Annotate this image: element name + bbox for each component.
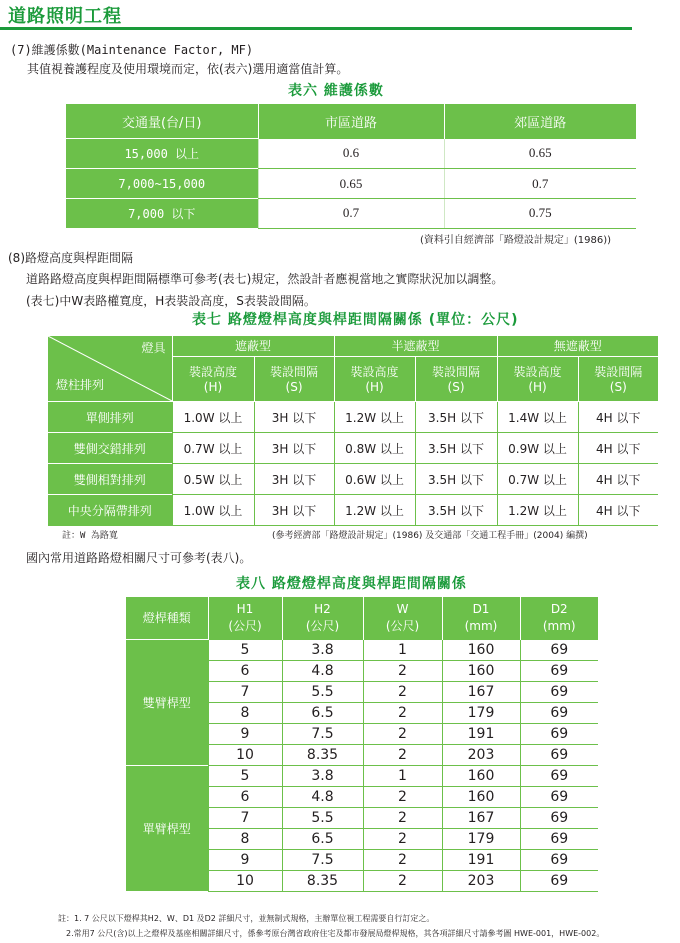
section-7-body: 其值視養護程度及使用環境而定，依(表六)選用適當值計算。 — [27, 62, 349, 76]
table-cell: 69 — [520, 660, 598, 681]
table-cell: 0.75 — [444, 199, 636, 229]
table-cell: 0.8W 以上 — [334, 433, 415, 464]
table-7-sub-header — [254, 356, 334, 401]
table-cell: 0.7 — [258, 199, 444, 229]
sub-header-line2: (H) — [365, 380, 384, 395]
table-cell: 1.2W 以上 — [334, 495, 415, 526]
table-cell: 0.65 — [258, 169, 444, 199]
table-cell: 5 — [208, 765, 282, 786]
table-cell: 8.35 — [282, 744, 363, 765]
table-cell: 167 — [442, 807, 520, 828]
table-8-group-label: 雙臂桿型 — [126, 640, 208, 766]
table-cell: 167 — [442, 681, 520, 702]
table-cell: 179 — [442, 828, 520, 849]
table-7-row-label: 雙側交錯排列 — [48, 433, 172, 464]
table-cell: 3.5H 以下 — [415, 495, 497, 526]
table-cell: 3.5H 以下 — [415, 402, 497, 433]
table-cell: 2 — [363, 681, 442, 702]
table-7-sub-header — [415, 356, 497, 401]
header-line2: (公尺) — [305, 619, 340, 634]
table-7-row-label: 雙側相對排列 — [48, 464, 172, 495]
table-cell: 2 — [363, 744, 442, 765]
table-cell: 1 — [363, 765, 442, 786]
table-cell: 69 — [520, 744, 598, 765]
table-cell: 69 — [520, 640, 598, 661]
table-row — [126, 640, 598, 661]
table-cell: 2 — [363, 723, 442, 744]
table-cell: 8 — [208, 702, 282, 723]
table-cell: 191 — [442, 723, 520, 744]
table-cell: 1.4W 以上 — [497, 402, 578, 433]
table-cell: 7.5 — [282, 849, 363, 870]
table-cell: 2 — [363, 807, 442, 828]
table-cell: 6 — [208, 660, 282, 681]
table-cell: 1.0W 以上 — [172, 402, 254, 433]
table-cell: 1.2W 以上 — [497, 495, 578, 526]
section-7-heading: (7)維護係數(Maintenance Factor, MF) — [10, 43, 254, 57]
table-cell: 4H 以下 — [578, 495, 658, 526]
table-cell: 3H 以下 — [254, 402, 334, 433]
sub-header-line2: (S) — [447, 380, 465, 395]
table-cell: 0.7W 以上 — [497, 464, 578, 495]
table-8-caption: 表八 路燈燈桿高度與桿距間隔關係 — [236, 576, 467, 592]
table-6-header: 郊區道路 — [444, 104, 636, 139]
table-cell: 69 — [520, 786, 598, 807]
table-row — [66, 169, 636, 199]
table-cell: 69 — [520, 870, 598, 891]
table-cell: 3.5H 以下 — [415, 433, 497, 464]
sub-header-line2: (S) — [285, 380, 303, 395]
table-cell: 69 — [520, 849, 598, 870]
table-cell: 69 — [520, 807, 598, 828]
table-cell: 2 — [363, 870, 442, 891]
table-7-sub-header — [172, 356, 254, 401]
table-7-sub-header — [578, 356, 658, 401]
table-8-group-label: 單臂桿型 — [126, 765, 208, 891]
table-6-row-label: 15,000 以上 — [66, 139, 258, 169]
table-cell: 69 — [520, 828, 598, 849]
table-cell: 2 — [363, 828, 442, 849]
table-cell: 3H 以下 — [254, 433, 334, 464]
table-cell: 6.5 — [282, 702, 363, 723]
table-6-header: 交通量(台/日) — [66, 104, 258, 139]
table-7-sub-header — [334, 356, 415, 401]
table-row — [48, 464, 658, 495]
table-cell: 2 — [363, 702, 442, 723]
table-6-row-label: 7,000~15,000 — [66, 169, 258, 199]
table-6 — [66, 104, 636, 229]
table-cell: 191 — [442, 849, 520, 870]
sub-header-line1: 裝設間隔 — [432, 365, 481, 380]
table-7-row-label: 中央分隔帶排列 — [48, 495, 172, 526]
table-cell: 4H 以下 — [578, 464, 658, 495]
table-7-group-header: 半遮蔽型 — [334, 336, 497, 356]
table-7-note: 註：W 為路寬 — [62, 531, 118, 541]
header-line1: 燈桿種類 — [142, 610, 191, 625]
table-cell: 0.65 — [444, 139, 636, 169]
sub-header-line2: (H) — [203, 380, 223, 395]
section-8-body-2: (表七)中W表路權寬度，H表裝設高度，S表裝設間隔。 — [26, 294, 316, 308]
table-cell: 1.2W 以上 — [334, 402, 415, 433]
table-7-group-header: 遮蔽型 — [172, 336, 334, 356]
table-7-group-header: 無遮蔽型 — [497, 336, 658, 356]
table-8-header — [442, 597, 520, 640]
table-cell: 6 — [208, 786, 282, 807]
table-cell: 4H 以下 — [578, 402, 658, 433]
table-7 — [48, 336, 658, 526]
table-cell: 9 — [208, 723, 282, 744]
table-cell: 1 — [363, 640, 442, 661]
table-cell: 3.8 — [282, 640, 363, 661]
page-title: 道路照明工程 — [8, 6, 122, 27]
table-row — [48, 402, 658, 433]
sub-header-line2: (S) — [609, 380, 627, 395]
table-6-caption: 表六 維護係數 — [288, 83, 384, 99]
section-8-body-1: 道路路燈高度與桿距間隔標準可參考(表七)規定，然設計者應視當地之實際狀況加以調整。 — [26, 272, 504, 286]
table-cell: 69 — [520, 765, 598, 786]
sub-header-line1: 裝設高度 — [350, 365, 399, 380]
table-cell: 5 — [208, 640, 282, 661]
header-line2: (公尺) — [228, 619, 262, 634]
table-6-row-label: 7,000 以下 — [66, 199, 258, 229]
table-cell: 8.35 — [282, 870, 363, 891]
table-cell: 160 — [442, 765, 520, 786]
table-row — [66, 139, 636, 169]
table-8-note-2: 2.常用7 公尺(含)以上之燈桿及基座相關詳細尺寸，係參考原台灣省政府住宅及都市發展局燈桿規格，其各項詳細尺寸請參考圖 HWE-001，HWE-002。 — [66, 929, 605, 938]
table-7-source: (參考經濟部「路燈設計規定」(1986) 及交通部「交通工程手冊」(2004) 編撰) — [272, 531, 588, 541]
table-6-header-row — [66, 104, 636, 139]
table-cell: 3.8 — [282, 765, 363, 786]
table-8-header — [363, 597, 442, 640]
table-cell: 10 — [208, 744, 282, 765]
table-cell: 179 — [442, 702, 520, 723]
table-cell: 0.7W 以上 — [172, 433, 254, 464]
table-cell: 3H 以下 — [254, 495, 334, 526]
table-8-header — [208, 597, 282, 640]
table-8-note-1: 註：1. 7 公尺以下燈桿其H2、W、D1 及D2 詳細尺寸，並無制式規格，主辦單位視工程需要自行訂定之。 — [58, 914, 435, 923]
table-7-caption: 表七 路燈燈桿高度與桿距間隔關係 (單位：公尺) — [192, 312, 519, 328]
table-cell: 203 — [442, 744, 520, 765]
table-8-header — [520, 597, 598, 640]
table-cell: 7 — [208, 681, 282, 702]
table-cell: 2 — [363, 660, 442, 681]
header-line1: H2 — [314, 602, 331, 617]
header-line1: H1 — [236, 602, 254, 617]
table-cell: 7 — [208, 807, 282, 828]
table-cell: 0.6W 以上 — [334, 464, 415, 495]
title-rule — [0, 27, 632, 30]
sub-header-line1: 裝設高度 — [513, 365, 562, 380]
table-cell: 3.5H 以下 — [415, 464, 497, 495]
table-8-intro: 國內常用道路路燈相關尺寸可參考(表八)。 — [26, 551, 252, 565]
corner-bottom-label: 燈柱排列 — [56, 378, 105, 392]
table-cell: 4.8 — [282, 786, 363, 807]
table-cell: 0.9W 以上 — [497, 433, 578, 464]
table-cell: 8 — [208, 828, 282, 849]
table-6-source: (資料引自經濟部「路燈設計規定」(1986)) — [420, 235, 612, 246]
table-cell: 6.5 — [282, 828, 363, 849]
sub-header-line1: 裝設高度 — [188, 365, 237, 380]
table-row — [66, 199, 636, 229]
table-8-header — [126, 597, 208, 640]
table-cell: 0.5W 以上 — [172, 464, 254, 495]
table-cell: 3H 以下 — [254, 464, 334, 495]
table-cell: 0.7 — [444, 169, 636, 199]
header-line1: D2 — [550, 602, 568, 617]
table-8-header — [282, 597, 363, 640]
table-row — [126, 765, 598, 786]
table-cell: 69 — [520, 681, 598, 702]
table-row — [48, 495, 658, 526]
sub-header-line1: 裝設間隔 — [594, 365, 643, 380]
table-8-header-row — [126, 597, 598, 640]
table-cell: 9 — [208, 849, 282, 870]
table-cell: 203 — [442, 870, 520, 891]
table-8 — [126, 597, 598, 892]
table-cell: 69 — [520, 723, 598, 744]
header-line2: (mm) — [464, 619, 498, 634]
section-8-heading: (8)路燈高度與桿距間隔 — [8, 251, 133, 265]
table-7-row-label: 單側排列 — [48, 402, 172, 433]
table-cell: 1.0W 以上 — [172, 495, 254, 526]
header-line2: (mm) — [542, 619, 576, 634]
header-line1: D1 — [472, 602, 490, 617]
table-cell: 160 — [442, 640, 520, 661]
table-cell: 5.5 — [282, 681, 363, 702]
table-cell: 4.8 — [282, 660, 363, 681]
table-cell: 4H 以下 — [578, 433, 658, 464]
corner-top-label: 燈具 — [141, 341, 166, 355]
table-7-sub-header — [497, 356, 578, 401]
table-row — [48, 433, 658, 464]
table-cell: 10 — [208, 870, 282, 891]
table-cell: 2 — [363, 849, 442, 870]
header-line2: (公尺) — [385, 619, 420, 634]
table-cell: 7.5 — [282, 723, 363, 744]
table-cell: 5.5 — [282, 807, 363, 828]
table-cell: 160 — [442, 786, 520, 807]
table-7-corner — [48, 336, 172, 402]
table-cell: 69 — [520, 702, 598, 723]
table-cell: 0.6 — [258, 139, 444, 169]
sub-header-line2: (H) — [528, 380, 547, 395]
table-cell: 160 — [442, 660, 520, 681]
table-cell: 2 — [363, 786, 442, 807]
table-6-header: 市區道路 — [258, 104, 444, 139]
header-line1: W — [396, 602, 409, 617]
sub-header-line1: 裝設間隔 — [270, 365, 319, 380]
